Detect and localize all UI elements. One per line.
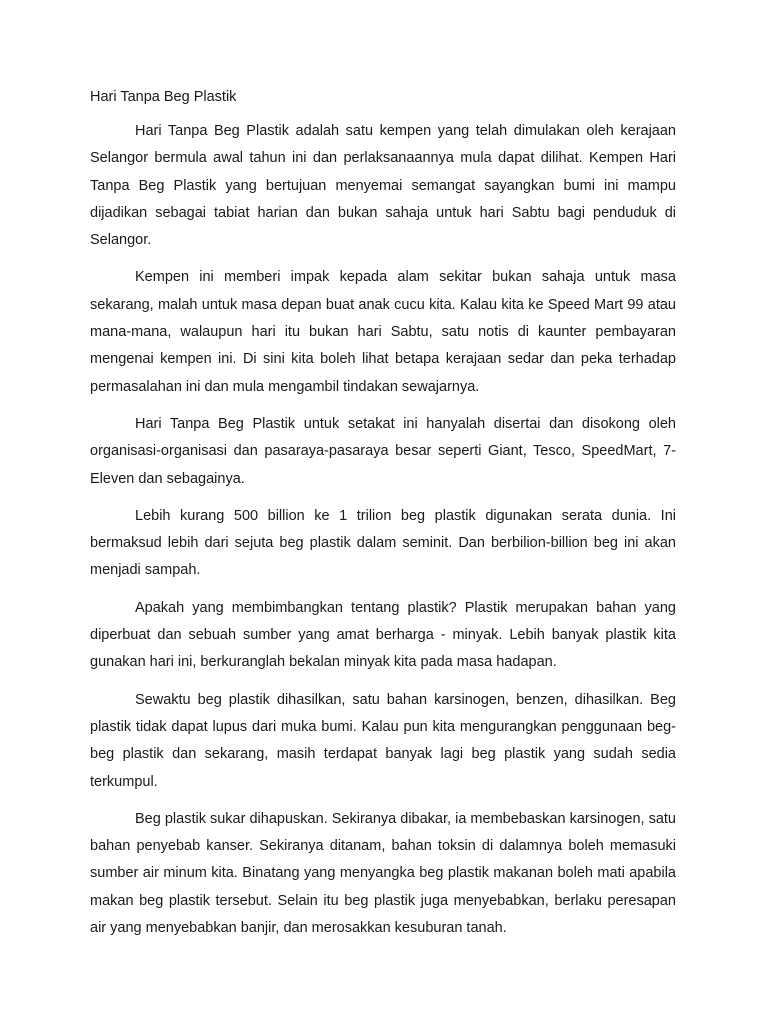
paragraph-3: Hari Tanpa Beg Plastik untuk setakat ini hanyalah disertai dan disokong oleh organisasi-organisasi dan pasaraya-pasaraya besar seperti Giant, Tesco, SpeedMart, 7-Eleven dan sebagainya. (90, 415, 676, 487)
paragraph-1: Hari Tanpa Beg Plastik adalah satu kempen yang telah dimulakan oleh kerajaan Selangor bermula awal tahun ini dan perlaksanaannya mula dapat dilihat. Kempen Hari Tanpa Beg Plastik yang bertujuan menyemai semangat sayangkan bumi ini mampu dijadikan sebagai tabiat harian dan bukan sahaja untuk hari Sabtu bagi penduduk di Selangor. (90, 123, 676, 249)
paragraph-4: Lebih kurang 500 billion ke 1 trilion beg plastik digunakan serata dunia. Ini bermaksud lebih dari sejuta beg plastik dalam seminit. Dan berbilion-billion beg ini akan menjadi sampah. (90, 507, 676, 579)
paragraph-2: Kempen ini memberi impak kepada alam sekitar bukan sahaja untuk masa sekarang, malah untuk masa depan buat anak cucu kita. Kalau kita ke Speed Mart 99 atau mana-mana, walaupun hari itu bukan hari Sabtu, satu notis di kaunter pembayaran mengenai kempen ini. Di sini kita boleh lihat betapa kerajaan sedar dan peka terhadap permasalahan ini dan mula mengambil tindakan sewajarnya. (90, 269, 676, 395)
paragraph-6: Sewaktu beg plastik dihasilkan, satu bahan karsinogen, benzen, dihasilkan. Beg plastik tidak dapat lupus dari muka bumi. Kalau pun kita mengurangkan penggunaan beg-beg plastik dan sekarang, masih terdapat banyak lagi beg plastik yang sudah sedia terkumpul. (90, 691, 676, 790)
document-page (90, 84, 676, 952)
paragraph-7: Beg plastik sukar dihapuskan. Sekiranya dibakar, ia membebaskan karsinogen, satu bahan penyebab kanser. Sekiranya ditanam, bahan toksin di dalamnya boleh memasuki sumber air minum kita. Binatang yang menyangka beg plastik makanan boleh mati apabila makan beg plastik tersebut. Selain itu beg plastik juga menyebabkan, berlaku peresapan air yang menyebabkan banjir, dan merosakkan kesuburan tanah. (90, 810, 676, 937)
document-title: Hari Tanpa Beg Plastik (90, 89, 237, 105)
paragraph-5: Apakah yang membimbangkan tentang plastik? Plastik merupakan bahan yang diperbuat dan sebuah sumber yang amat berharga - minyak. Lebih banyak plastik kita gunakan hari ini, berkuranglah bekalan minyak kita pada masa hadapan. (90, 599, 676, 671)
